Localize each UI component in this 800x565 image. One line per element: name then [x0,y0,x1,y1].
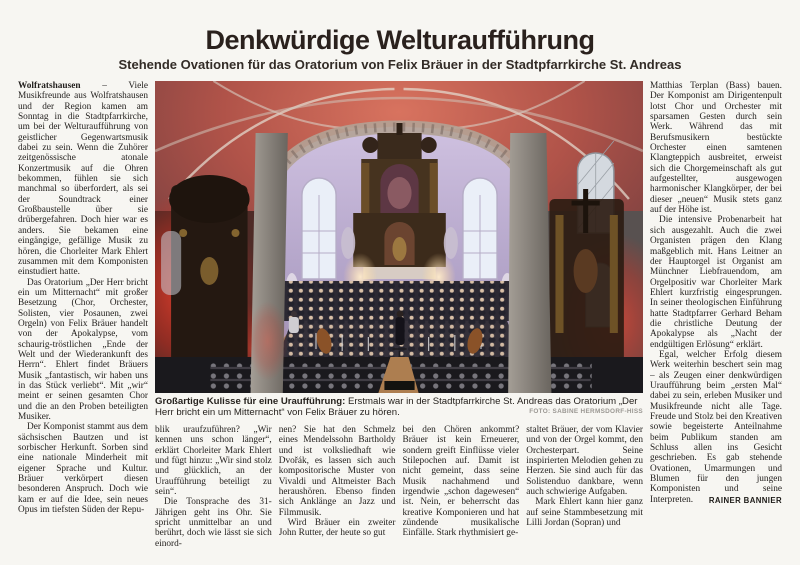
photo-credit: FOTO: SABINE HERMSDORF-HISS [529,408,643,416]
subtitle: Stehende Ovationen für das Oratorium von Felix Bräuer in der Stadtpfarrkirche St. Andreas [118,57,682,72]
author-byline: RAINER BANNIER [708,495,782,505]
text-column-left [18,81,148,549]
center-text-columns [155,425,643,549]
paragraph: Die Tonsprache des 31-Jährigen geht ins Ohr. Sie spricht unmittelbar an und berührt, doch wie lässt sie sich einord- [155,497,272,549]
text-column-5 [526,425,643,549]
paragraph: Wolfratshausen – Viele Musikfreunde aus Wolfratshausen und der Region kamen am Sonntag in die Stadtpfarrkirche, um bei der Welturaufführung von geistlicher Gegenwartsmusik dabei zu sein. Wenn die Zuhörer zeitgenössische atonale Konzertmusik auf die Ohren bekommen, fühlen sie sich manchmal so überfordert, als sei der Soundtrack einer Großbaustelle über sie drübergefahren. Doch hier war es anders. Sie bekamen eine eingängige, gefällige Musik zu hören, die Chorleiter Mark Ehlert zusammen mit dem Komponisten einstudiert hatte. [18,81,148,278]
photo-and-center-columns [155,81,643,549]
dateline: Wolfratshausen [18,81,103,91]
paragraph: Wird Bräuer ein zweiter John Rutter, der heute so gut [278,517,396,539]
paragraph: Das Oratorium „Der Herr bricht ein um Mitternacht“ mit großer Besetzung (Chor, Orchester, Solisten, vier Posaunen, zwei Orgeln) von Felix Bräuer handelt von der Apokalypse, vom schaurig-tröstlichen „Ende der Welt und der Wiederankunft des Herrn“. Ehlert findet Bräuers Musik „fantastisch, wir haben uns in das Stück verliebt“. Mit „wir“ meint er seinen gesamten Chor und die an den Proben beteiligten Musiker. [18,277,148,422]
paragraph: Die intensive Probenarbeit hat sich ausgezahlt. Auch die zwei Organisten prägen den Klang maßgeblich mit. Hans Leitner an der Hauptorgel ist Organist am Münchner Liebfrauendom, am Orgelpositiv war Chorleiter Mark Ehlert kurzfristig eingesprungen. In seiner theologischen Einführung hatte Stadtpfarrer Gerhard Beham die christliche Deutung der Apokalypse als „Nacht der endgültigen Erlösung“ erklärt. [650,215,782,350]
paragraph: Matthias Terplan (Bass) bauen. Der Komponist am Dirigentenpult lotst Chor und Orchester mit sparsamen Gesten durch sein Werk. Während das mit Berufsmusikern bestückte Orchester einen samtenen Klangteppich ausbreitet, erweist sich die Chorgemeinschaft als gut aufgestellter, ausgewogen harmonischer Klangkörper, der bei dieser „neuen“ Musik stets ganz auf der Höhe ist. [650,81,782,216]
paragraph: blik uraufzuführen? „Wir kennen uns schon länger“, erklärt Chorleiter Mark Ehlert und fügt hinzu: „Wir sind stolz und glücklich, an der Uraufführung beteiligt zu sein“. [155,424,272,497]
text-column-3 [279,425,396,549]
paragraph: Der Komponist stammt aus dem sächsischen Bautzen und ist sorbischer Herkunft. Sorben sind eine nationale Minderheit mit eigener Sprache und Kultur. Bräuer verkörpert diesen besonderen Anspruch. Doch wie kam er auf die Idee, sein neues Opus im tiefsten Süden der Repu- [18,422,148,516]
photo-caption [155,396,643,419]
church-concert-illustration [155,81,643,393]
church-concert-photo [155,81,643,393]
paragraph: Egal, welcher Erfolg diesem Werk weiterhin beschert sein mag – als Zeugen einer denkwürdigen Uraufführung beim „ersten Mal“ dabei zu sein, erleben Musiker und Musikfreunde nicht alle Tage. Freude und Stolz bei den Kreativen sowie begeisterte Anteilnahme beim Publikum standen am Schluss allen ins Gesicht geschrieben. Es gab stehende Ovationen, Umarmungen und Blumen für den jungen Komponisten und seine Interpreten. RAINER BANNIER [650,349,782,505]
paragraph: Mark Ehlert kann hier ganz auf seine Stammbesetzung mit Lilli Jordan (Sopran) und [526,497,643,528]
caption-lead: Großartige Kulisse für eine Uraufführung: [155,396,346,407]
page-title: Denkwürdige Welturaufführung [205,25,595,55]
paragraph: bei den Chören ankommt? Bräuer ist kein Erneuerer, sondern greift Einflüsse vieler Stilepochen auf. Damit ist nicht gemeint, dass seine Musik nachahmend und irgendwie „schon dagewesen“ ist. Nein, er beherrscht das kreative Komponieren und hat zündende musikalische Einfälle. Stark rhythmisiert ge- [402,424,520,539]
article-body [18,81,782,549]
text-column-4 [403,425,520,549]
text-column-2 [155,425,272,549]
paragraph: nen? Sie hat den Schmelz eines Mendelssohn Bartholdy und ist volksliedhaft wie Dvořák, es lassen sich auch kompositorische Muster von Vivaldi und Altmeister Bach heraushören. Ebenso finden sich Anklänge an Jazz und Filmmusik. [278,424,396,518]
caption-text: Erstmals war in der Stadtpfarrkirche St. Andreas das Oratorium „Der Herr bricht ein um Mitternacht“ von Felix Bräuer zu hören. [155,396,638,419]
paragraph: staltet Bräuer, der vom Klavier und von der Orgel kommt, den Orchesterpart. Seine inspirierten Melodien gehen zu Herzen. Sie sind auch für das Solistenduo dankbare, wenn auch schwierige Aufgaben. [526,424,643,497]
text-column-right [650,81,782,549]
